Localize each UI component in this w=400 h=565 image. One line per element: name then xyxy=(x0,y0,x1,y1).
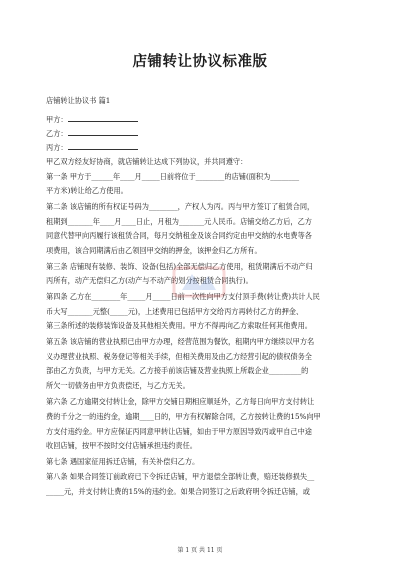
paragraph-line: 第六条 乙方逾期交付转让金，除甲方交铺日期相应顺延外，乙方每日向甲方支付转让 xyxy=(46,397,315,406)
party-b-line xyxy=(46,128,358,138)
paragraph-line: 项费用，该合同期满后由乙领回甲交纳的押金，该押金归乙方所有。 xyxy=(46,246,262,255)
party-c-blank xyxy=(68,142,138,150)
paragraph-line: 第一条 甲方于______年____月_____日前将位于________的店铺(面积为________ xyxy=(46,172,300,181)
party-c-line xyxy=(46,142,358,152)
party-a-label: 甲方： xyxy=(46,115,68,124)
paragraph-line: _____元，并支付转让费的15%的违约金。如果合同签订之后政府明令拆迁店铺，或 xyxy=(46,487,310,496)
paragraph-line: 币大写_______元整(_____元)，上述费用已包括甲方交给丙方再转付乙方的押金、 xyxy=(46,307,304,316)
paragraph-line: 甲乙双方经友好协商，就店铺转让达成下列协议，并共同遵守： xyxy=(46,157,248,166)
party-b-blank xyxy=(68,128,138,136)
paragraph-line: 第七条 遇国家征用拆迁店铺，有关补偿归乙方。 xyxy=(46,457,200,466)
watermark-frame xyxy=(174,268,224,296)
paragraph-line: 第五条 该店铺的营业执照已由甲方办理，经营范围为餐饮，租期内甲方继续以甲方名 xyxy=(46,337,315,346)
paragraph-line: 同意代替甲向丙履行该租赁合同，每月交纳租金及该合同约定由甲交纳的水电费等各 xyxy=(46,231,312,240)
paragraph-line: 费的千分之一的违约金，逾期____日的，甲方有权解除合同，乙方按转让费的15%向甲 xyxy=(46,412,321,421)
paragraph-line: 义办理营业执照、税务登记等相关手续，但相关费用及由乙方经营引起的债权债务全 xyxy=(46,352,312,361)
party-c-label: 丙方： xyxy=(46,143,68,152)
watermark-shape xyxy=(182,274,216,290)
document-subtitle: 店铺转让协议书 篇1 xyxy=(46,96,111,105)
paragraph-line: 第二条 该店铺的所有权证号码为________，产权人为丙。丙与甲方签订了租赁合同， xyxy=(46,202,315,211)
paragraph-line: 第三条 店铺现有装修、装饰、设备(包括)全部无偿归乙方使用，租赁期满后不动产归 xyxy=(46,262,313,271)
watermark-logo xyxy=(170,262,228,302)
party-b-label: 乙方： xyxy=(46,129,68,138)
paragraph-line: 平方米)转让给乙方使用。 xyxy=(46,186,128,195)
party-a-blank xyxy=(68,114,138,122)
paragraph-line: 丙所有，动产无偿归乙方(动产与不动产的划分按租赁合同执行)。 xyxy=(46,276,253,285)
paragraph-line: 第八条 如果合同签订前政府已下令拆迁店铺，甲方退偿全部转让费，赔还装修损失__ xyxy=(46,472,315,481)
paragraph-line: 方支付违约金。甲方应保证丙同意甲转让店铺，如由于甲方原因导致丙或甲自己中途 xyxy=(46,427,312,436)
paragraph-line: 第三条所述的装修装饰设备及其他相关费用。甲方不得再向乙方索取任何其他费用。 xyxy=(46,321,312,330)
paragraph-line: 部由乙方负责，与甲方无关。乙方接手前该店铺及营业执照上所载企业_________的 xyxy=(46,366,309,375)
paragraph-line: 租期到_______年____月____日止，月租为_______元人民币。店铺交给乙方后，乙方 xyxy=(46,217,312,226)
paragraph-line: 收回店铺，按甲不按时交付店铺承担违约责任。 xyxy=(46,441,197,450)
page-footer: 第 1 页 共 11 页 xyxy=(177,547,223,554)
paragraph-line: 所欠一切债务由甲方负责偿还，与乙方无关。 xyxy=(46,381,190,390)
party-a-line xyxy=(46,114,358,124)
document-title: 店铺转让协议标准版 xyxy=(132,54,268,70)
paragraph-line: 第四条 乙方在________年_____月_____日前一次性向甲方支付顶手费(转让费)共计人民 xyxy=(46,292,320,301)
